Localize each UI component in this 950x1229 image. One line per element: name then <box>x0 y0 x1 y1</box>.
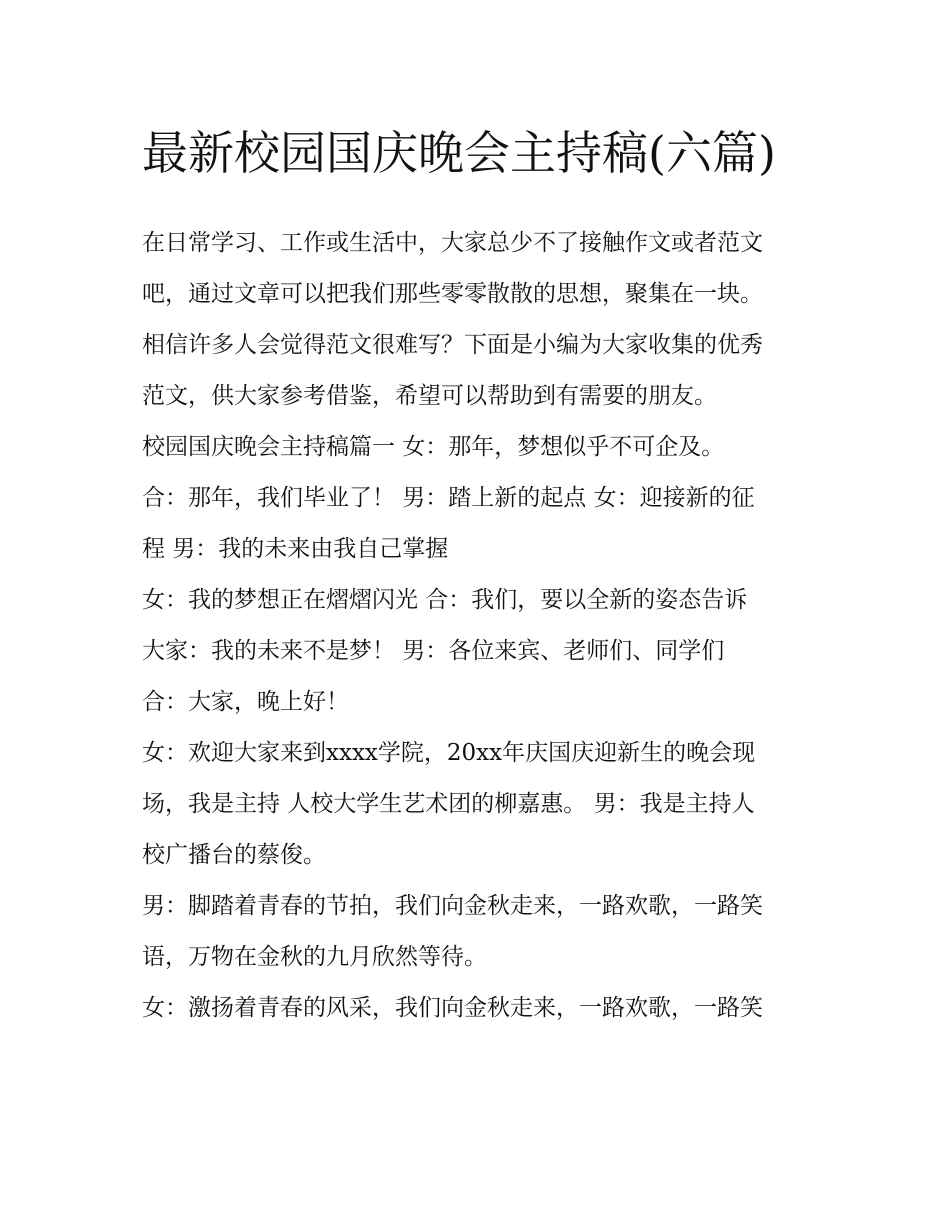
body-line: 范文，供大家参考借鉴，希望可以帮助到有需要的朋友。 <box>142 383 717 409</box>
document-page <box>142 110 822 1034</box>
body-line: 语，万物在金秋的九月欣然等待。 <box>142 944 487 970</box>
body-line: 场，我是主持 人校大学生艺术团的柳嘉惠。 男：我是主持人 <box>142 791 755 817</box>
body-line: 大家：我的未来不是梦！ 男：各位来宾、老师们、同学们 <box>142 638 725 664</box>
document-title: 最新校园国庆晚会主持稿(六篇) <box>142 126 776 180</box>
body-line: 女：我的梦想正在熠熠闪光 合：我们，要以全新的姿态告诉 <box>142 587 748 613</box>
body-line: 程 男：我的未来由我自己掌握 <box>142 536 449 562</box>
body-line: 吧，通过文章可以把我们那些零零散散的思想，聚集在一块。 <box>142 281 763 307</box>
body-line: 校广播台的蔡俊。 <box>142 842 326 868</box>
body-line: 合：大家，晚上好！ <box>142 689 349 715</box>
body-line: 合：那年，我们毕业了！ 男：踏上新的起点 女：迎接新的征 <box>142 485 755 511</box>
body-line: 在日常学习、工作或生活中，大家总少不了接触作文或者范文 <box>142 230 763 256</box>
body-line: 校园国庆晚会主持稿篇一 女：那年，梦想似乎不可企及。 <box>142 434 725 460</box>
body-line: 女：激扬着青春的风采，我们向金秋走来，一路欢歌，一路笑 <box>142 995 763 1021</box>
body-line: 相信许多人会觉得范文很难写？下面是小编为大家收集的优秀 <box>142 332 763 358</box>
document-body <box>142 218 822 1034</box>
body-line: 女：欢迎大家来到xxxx学院，20xx年庆国庆迎新生的晚会现 <box>142 740 756 766</box>
body-line: 男：脚踏着青春的节拍，我们向金秋走来，一路欢歌，一路笑 <box>142 893 763 919</box>
